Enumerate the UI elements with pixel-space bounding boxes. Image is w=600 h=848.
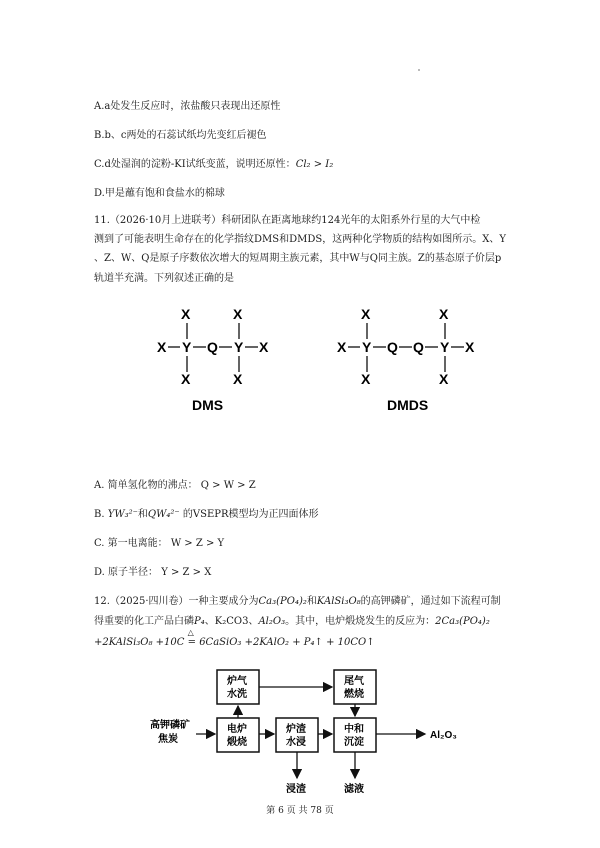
slag-text2: 水浸 xyxy=(286,737,306,748)
q11-option-d: D. 原子半径： Y > Z > X xyxy=(94,567,212,578)
furnace-text2: 煅烧 xyxy=(227,737,247,748)
q11-option-b: B. YW₃²⁻和QW₄²⁻ 的VSEPR模型均为正四面体形 xyxy=(94,509,319,520)
q12-equation: +2KAlSi₃O₈ +10C △ = 6CaSiO₃ +2KAlO₂ + P₄↑ + 10CO↑ xyxy=(94,628,375,648)
neutral-text2: 沉淀 xyxy=(344,737,364,748)
dmds-structure xyxy=(337,306,475,413)
dms-structure xyxy=(157,306,269,413)
slag-text1: 炉渣 xyxy=(286,724,306,735)
q12-stem-line2: 得重要的化工产品白磷P₄、K₂CO3、Al₂O₃。其中，电炉煅烧发生的反应为：2Ca₃(PO₄)₂ xyxy=(94,616,490,627)
dms-x-bottom2: X xyxy=(233,371,243,387)
q11-stem-line2: 测到了可能表明生命存在的化学指纹DMS和DMDS，这两种化学物质的结构如图所示。X、Y xyxy=(94,234,506,245)
heat-symbol: △ xyxy=(187,628,194,637)
dmds-q1: Q xyxy=(387,339,398,355)
dms-x-right: X xyxy=(259,339,269,355)
residue-text: 浸渣 xyxy=(286,784,306,795)
dmds-label: DMDS xyxy=(387,397,429,413)
page-footer: 第 6 页 共 78 页 xyxy=(266,806,334,816)
gaswash-text1: 炉气 xyxy=(227,676,247,687)
gaswash-text2: 水洗 xyxy=(227,689,247,700)
option-c-prev: C.d处湿润的淀粉-KI试纸变蓝，说明还原性：Cl₂ > I₂ xyxy=(94,159,334,170)
dms-y2: Y xyxy=(234,339,244,355)
dmds-x-top1: X xyxy=(361,306,371,322)
q11-stem-line1: 11.（2026·10月上进联考）科研团队在距离地球约124光年的太阳系外行星的大气中检 xyxy=(94,215,481,226)
product-text: Al₂O₃ xyxy=(430,730,457,741)
flowchart xyxy=(0,662,600,802)
dmds-x-left: X xyxy=(337,339,347,355)
feed-text2: 焦炭 xyxy=(158,734,178,745)
speck xyxy=(418,69,420,71)
feed-text1: 高钾磷矿 xyxy=(150,720,190,731)
dmds-x-right: X xyxy=(465,339,475,355)
q11-option-c: C. 第一电离能： W > Z > Y xyxy=(94,538,225,549)
option-d-prev: D.甲是蘸有饱和食盐水的棉球 xyxy=(94,188,225,199)
furnace-text1: 电炉 xyxy=(227,724,247,735)
dmds-x-bottom2: X xyxy=(439,371,449,387)
neutral-text1: 中和 xyxy=(344,724,364,735)
dms-x-top2: X xyxy=(233,306,243,322)
dms-y1: Y xyxy=(182,339,192,355)
dmds-q2: Q xyxy=(413,339,424,355)
dmds-x-top2: X xyxy=(439,306,449,322)
tailgas-text2: 燃烧 xyxy=(344,689,364,700)
dms-x-bottom1: X xyxy=(181,371,191,387)
dmds-y2: Y xyxy=(440,339,450,355)
q11-option-a: A. 简单氢化物的沸点： Q > W > Z xyxy=(94,480,256,491)
dms-label: DMS xyxy=(192,397,224,413)
q11-stem-line4: 轨道半充满。下列叙述正确的是 xyxy=(94,273,234,284)
dmds-x-bottom1: X xyxy=(361,371,371,387)
option-a-prev: A.a处发生反应时，浓盐酸只表现出还原性 xyxy=(94,101,281,112)
dms-q: Q xyxy=(207,339,218,355)
tailgas-text1: 尾气 xyxy=(344,676,364,687)
dms-x-top1: X xyxy=(181,306,191,322)
q11-stem-line3: 、Z、W、Q是原子序数依次增大的短周期主族元素，其中W与Q同主族。Z的基态原子价层p xyxy=(94,253,502,264)
q12-stem-line1: 12.（2025·四川卷）一种主要成分为Ca₃(PO₄)₂和KAlSi₃O₈的高钾磷矿，通过如下流程可制 xyxy=(94,596,501,607)
filtrate-text: 滤液 xyxy=(344,784,364,795)
structures-figure xyxy=(0,300,600,420)
dms-x-left: X xyxy=(157,339,167,355)
option-b-prev: B.b、c两处的石蕊试纸均先变红后褪色 xyxy=(94,130,267,141)
dmds-y1: Y xyxy=(362,339,372,355)
